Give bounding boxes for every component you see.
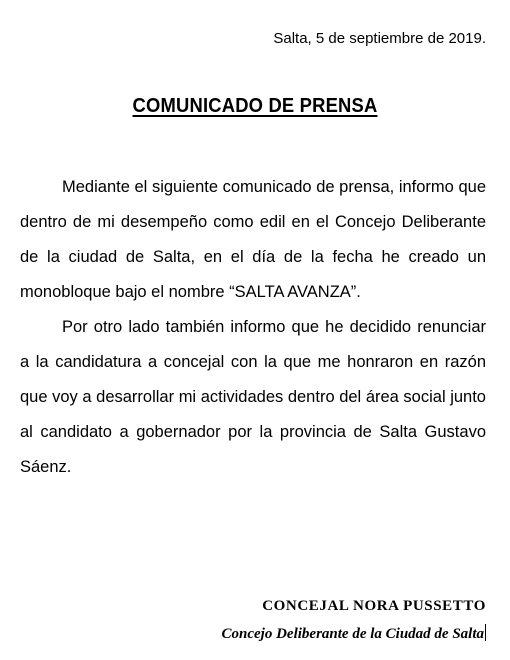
signature-name: CONCEJAL NORA PUSSETTO — [262, 598, 486, 614]
document-body — [20, 170, 486, 485]
document-title-text: COMUNICADO DE PRENSA — [132, 95, 378, 117]
body-paragraph-2: Por otro lado también informo que he decidido renunciar a la candidatura a concejal con la que me honraron en razón que voy a desarrollar mi actividades dentro del área social junto al candidato a gobernador por la provincia de Salta Gustavo Sáenz. — [20, 318, 486, 476]
document-title — [20, 95, 489, 118]
signature-organization: Concejo Deliberante de la Ciudad de Salta — [221, 626, 484, 642]
signature-block — [222, 592, 487, 648]
text-cursor-icon — [485, 624, 486, 641]
body-paragraph-1: Mediante el siguiente comunicado de prensa, informo que dentro de mi desempeño como edil en el Concejo Deliberante de la ciudad de Salta, en el día de la fecha he creado un monobloque bajo el nombre “SALTA AVANZA”. — [20, 178, 486, 301]
document-date: Salta, 5 de septiembre de 2019. — [273, 30, 486, 47]
signature-organization-line — [222, 620, 487, 648]
